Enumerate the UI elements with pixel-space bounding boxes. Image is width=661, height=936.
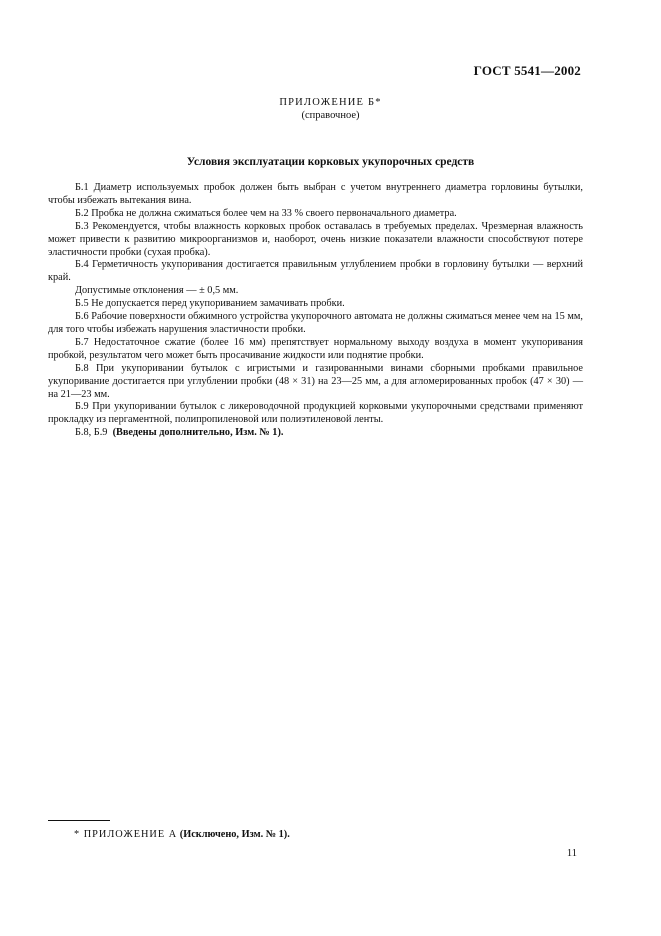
appendix-title: ПРИЛОЖЕНИЕ Б* (279, 97, 382, 108)
paragraph-b1: Б.1 Диаметр используемых пробок должен быть выбран с учетом внутреннего диаметра горловины бутылки, чтобы избежать вытекания вина. (48, 182, 583, 206)
footnote-divider (48, 820, 110, 821)
amendment-ref: Б.8, Б.9 (75, 427, 108, 439)
page-number: 11 (566, 848, 577, 859)
paragraph-b5: Б.5 Не допускается перед укупориванием замачивать пробки. (75, 298, 345, 310)
paragraph-b7: Б.7 Недостаточное сжатие (более 16 мм) препятствует нормальному выходу воздуха в момент укупоривания пробкой, результатом чего может быть просачивание жидкости или поднятие пробки. (48, 336, 583, 361)
paragraph-b6: Б.6 Рабочие поверхности обжимного устройства укупорочного автомата не должны сжиматься менее чем на 15 мм, для того чтобы избежать нарушения эластичности пробки. (48, 311, 583, 335)
paragraph-b4: Б.4 Герметичность укупоривания достигается правильным углублением пробки в горловину бутылки — верхний край. (48, 259, 583, 284)
footnote-note: (Исключено, Изм. № 1). (179, 829, 290, 840)
paragraph-b2: Б.2 Пробка не должна сжиматься более чем на 33 % своего первоначального диаметра. (75, 207, 457, 219)
paragraph-tolerance: Допустимые отклонения — ± 0,5 мм. (75, 285, 239, 297)
section-title: Условия эксплуатации корковых укупорочных средств (186, 156, 475, 168)
paragraph-b9: Б.9 При укупоривании бутылок с ликероводочной продукцией корковыми укупорочными средствами применяют прокладку из пергаментной, полипропиленовой или полиэтиленовой ленты. (48, 401, 583, 426)
document-code: ГОСТ 5541—2002 (473, 63, 581, 78)
body-text (48, 182, 583, 440)
footnote (74, 829, 290, 840)
footnote-label: * ПРИЛОЖЕНИЕ А (74, 829, 178, 840)
amendment-note: (Введены дополнительно, Изм. № 1). (112, 427, 284, 439)
paragraph-amendment (48, 427, 583, 440)
appendix-subtitle: (справочное) (301, 110, 360, 121)
paragraph-b3: Б.3 Рекомендуется, чтобы влажность корковых пробок оставалась в требуемых пределах. Чрезмерная влажность может привести к развитию микроорганизмов и, наоборот, очень низкие показатели влажности способствуют потере эластичности пробки (сухая пробка). (48, 220, 583, 258)
paragraph-b8: Б.8 При укупоривании бутылок с игристыми и газированными винами сборными пробками правильное укупоривание достигается при углублении пробки (48 × 31) на 23—25 мм, а для агломерированных пробок (47 × 30) — на 21—23 мм. (48, 362, 583, 400)
appendix-heading (0, 96, 661, 122)
